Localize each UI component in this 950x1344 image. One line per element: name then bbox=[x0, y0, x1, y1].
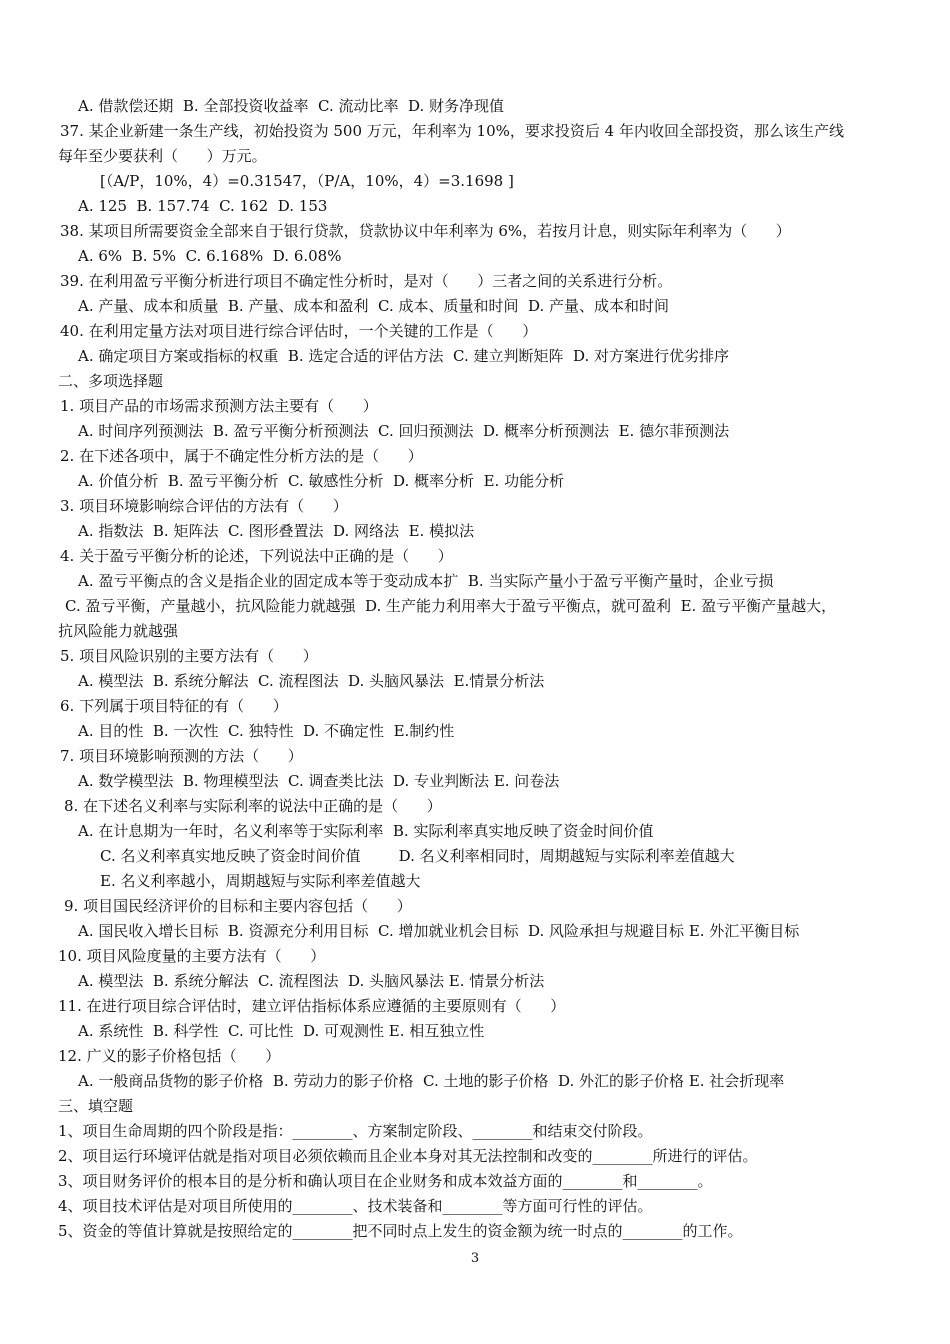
question-item: 4. 关于盈亏平衡分析的论述，下列说法中正确的是（ ） bbox=[60, 547, 453, 565]
question-item: 10. 项目风险度量的主要方法有（ ） bbox=[58, 947, 326, 965]
text-line: A. 借款偿还期 B. 全部投资收益率 C. 流动比率 D. 财务净现值 bbox=[78, 97, 505, 115]
question-item: 12. 广义的影子价格包括（ ） bbox=[58, 1047, 281, 1065]
section-heading-fill-in: 三、填空题 bbox=[58, 1097, 134, 1115]
question-item: 9. 项目国民经济评价的目标和主要内容包括（ ） bbox=[64, 897, 412, 915]
question-38: 38. 某项目所需要资金全部来自于银行贷款，贷款协议中年利率为 6%，若按月计息，则实际年利率为（ ） bbox=[60, 222, 791, 240]
options-line: A. 在计息期为一年时，名义利率等于实际利率 B. 实际利率真实地反映了资金时间价值 bbox=[78, 822, 654, 840]
options-line: C. 名义利率真实地反映了资金时间价值 D. 名义利率相同时，周期越短与实际利率差值越大 bbox=[100, 847, 735, 865]
options-line: A. 确定项目方案或指标的权重 B. 选定合适的评估方法 C. 建立判断矩阵 D. 对方案进行优劣排序 bbox=[78, 347, 730, 365]
options-line: A. 模型法 B. 系统分解法 C. 流程图法 D. 头脑风暴法 E. 情景分析法 bbox=[78, 972, 545, 990]
options-line: A. 模型法 B. 系统分解法 C. 流程图法 D. 头脑风暴法 E.情景分析法 bbox=[78, 672, 545, 690]
options-line: A. 125 B. 157.74 C. 162 D. 153 bbox=[78, 197, 328, 215]
options-line: 抗风险能力就越强 bbox=[58, 622, 179, 640]
options-line: A. 数学模型法 B. 物理模型法 C. 调查类比法 D. 专业判断法 E. 问卷法 bbox=[78, 772, 560, 790]
page-number: 3 bbox=[470, 1251, 480, 1266]
options-line: A. 国民收入增长目标 B. 资源充分利用目标 C. 增加就业机会目标 D. 风险承担与规避目标 E. 外汇平衡目标 bbox=[78, 922, 800, 940]
question-item: 1. 项目产品的市场需求预测方法主要有（ ） bbox=[60, 397, 378, 415]
question-item: 6. 下列属于项目特征的有（ ） bbox=[60, 697, 288, 715]
question-40: 40. 在利用定量方法对项目进行综合评估时，一个关键的工作是（ ） bbox=[60, 322, 538, 340]
options-line: C. 盈亏平衡，产量越小，抗风险能力就越强 D. 生产能力利用率大于盈亏平衡点，就可盈利 E. 盈亏平衡产量越大， bbox=[65, 597, 837, 615]
question-item: 2. 在下述各项中，属于不确定性分析方法的是（ ） bbox=[60, 447, 423, 465]
options-line: A. 一般商品货物的影子价格 B. 劳动力的影子价格 C. 土地的影子价格 D. 外汇的影子价格 E. 社会折现率 bbox=[78, 1072, 785, 1090]
fill-in-item: 3、项目财务评价的根本目的是分析和确认项目在企业财务和成本效益方面的________和________。 bbox=[58, 1172, 713, 1190]
options-line: A. 6% B. 5% C. 6.168% D. 6.08% bbox=[78, 247, 342, 265]
question-item: 11. 在进行项目综合评估时，建立评估指标体系应遵循的主要原则有（ ） bbox=[58, 997, 566, 1015]
question-39: 39. 在利用盈亏平衡分析进行项目不确定性分析时，是对（ ）三者之间的关系进行分析。 bbox=[60, 272, 673, 290]
options-line: A. 指数法 B. 矩阵法 C. 图形叠置法 D. 网络法 E. 模拟法 bbox=[78, 522, 475, 540]
options-line: E. 名义利率越小，周期越短与实际利率差值越大 bbox=[100, 872, 421, 890]
fill-in-item: 5、资金的等值计算就是按照给定的________把不同时点上发生的资金额为统一时点的________的工作。 bbox=[58, 1222, 743, 1240]
question-item: 7. 项目环境影响预测的方法（ ） bbox=[60, 747, 303, 765]
section-heading-multiple-choice: 二、多项选择题 bbox=[58, 372, 164, 390]
options-line: A. 时间序列预测法 B. 盈亏平衡分析预测法 C. 回归预测法 D. 概率分析预测法 E. 德尔菲预测法 bbox=[78, 422, 730, 440]
fill-in-item: 1、项目生命周期的四个阶段是指：________、方案制定阶段、________和结束交付阶段。 bbox=[58, 1122, 653, 1140]
fill-in-item: 2、项目运行环境评估就是指对项目必须依赖而且企业本身对其无法控制和改变的________所进行的评估。 bbox=[58, 1147, 758, 1165]
options-line: A. 系统性 B. 科学性 C. 可比性 D. 可观测性 E. 相互独立性 bbox=[78, 1022, 485, 1040]
formula-line: [（A/P，10%，4）=0.31547，（P/A，10%，4）=3.1698 ] bbox=[100, 172, 514, 190]
question-item: 5. 项目风险识别的主要方法有（ ） bbox=[60, 647, 318, 665]
question-item: 8. 在下述名义利率与实际利率的说法中正确的是（ ） bbox=[64, 797, 442, 815]
fill-in-item: 4、项目技术评估是对项目所使用的________、技术装备和________等方面可行性的评估。 bbox=[58, 1197, 653, 1215]
options-line: A. 产量、成本和质量 B. 产量、成本和盈利 C. 成本、质量和时间 D. 产量、成本和时间 bbox=[78, 297, 670, 315]
text-line: 每年至少要获利（ ）万元。 bbox=[58, 147, 267, 165]
options-line: A. 价值分析 B. 盈亏平衡分析 C. 敏感性分析 D. 概率分析 E. 功能分析 bbox=[78, 472, 565, 490]
options-line: A. 盈亏平衡点的含义是指企业的固定成本等于变动成本扩 B. 当实际产量小于盈亏平衡产量时，企业亏损 bbox=[78, 572, 774, 590]
question-37: 37. 某企业新建一条生产线，初始投资为 500 万元，年利率为 10%，要求投资后 4 年内收回全部投资，那么该生产线 bbox=[60, 122, 844, 140]
options-line: A. 目的性 B. 一次性 C. 独特性 D. 不确定性 E.制约性 bbox=[78, 722, 455, 740]
question-item: 3. 项目环境影响综合评估的方法有（ ） bbox=[60, 497, 348, 515]
